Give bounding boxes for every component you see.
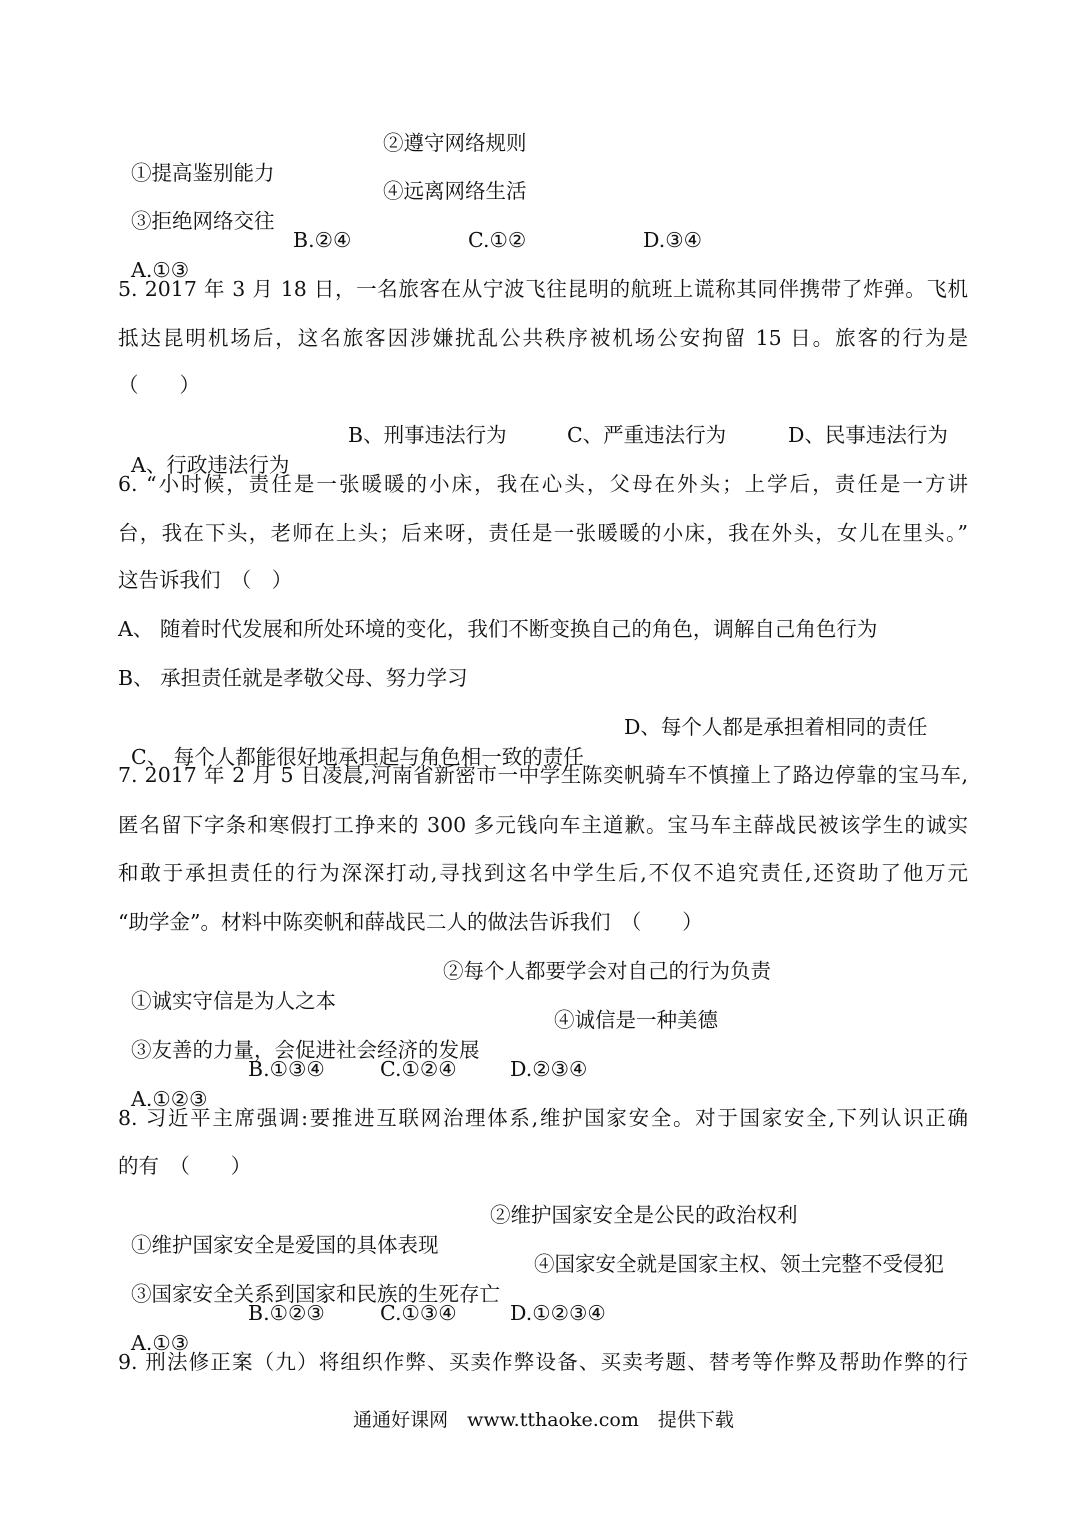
q8-answer-a: A.①③ bbox=[131, 1331, 190, 1355]
q6-answer-b: B、 承担责任就是孝敬父母、努力学习 bbox=[118, 666, 468, 690]
q6-text-line3: 这告诉我们 （ ） bbox=[118, 568, 293, 592]
q5-answer-c: C、严重违法行为 bbox=[567, 423, 727, 447]
q8-text-line2: 的有 （ ） bbox=[118, 1154, 252, 1178]
q5-answer-d: D、民事违法行为 bbox=[788, 423, 948, 447]
q7-option-4: ④诚信是一种美德 bbox=[554, 1008, 718, 1032]
q8-text-line1: 8. 习近平主席强调:要推进互联网治理体系,维护国家安全。对于国家安全,下列认识正确 bbox=[118, 1106, 968, 1130]
q5-answer-a: A、行政违法行为 bbox=[131, 453, 290, 477]
q5-answer-b: B、刑事违法行为 bbox=[348, 423, 507, 447]
page-footer: 通通好课网 www.tthaoke.com 提供下载 bbox=[353, 1409, 734, 1431]
q7-option-2: ②每个人都要学会对自己的行为负责 bbox=[443, 959, 771, 983]
q8-option-2: ②维护国家安全是公民的政治权利 bbox=[490, 1203, 798, 1227]
q4-option-3: ③拒绝网络交往 bbox=[131, 209, 275, 233]
q5-text-line1: 5. 2017 年 3 月 18 日，一名旅客在从宁波飞往昆明的航班上谎称其同伴携带了炸弹。飞机 bbox=[118, 277, 968, 301]
q7-option-1: ①诚实守信是为人之本 bbox=[131, 989, 337, 1013]
q6-text-line1: 6. “小时候，责任是一张暖暖的小床，我在心头，父母在外头；上学后，责任是一方讲 bbox=[118, 472, 968, 496]
q8-answer-c: C.①③④ bbox=[380, 1301, 457, 1325]
q7-answer-d: D.②③④ bbox=[510, 1057, 588, 1081]
q5-text-line3: （ ） bbox=[118, 373, 200, 397]
q7-answer-c: C.①②④ bbox=[380, 1057, 457, 1081]
q4-option-1: ①提高鉴别能力 bbox=[131, 161, 275, 185]
q7-text-line3: 和敢于承担责任的行为深深打动,寻找到这名中学生后,不仅不追究责任,还资助了他万元 bbox=[118, 861, 968, 885]
q7-option-3: ③友善的力量，会促进社会经济的发展 bbox=[131, 1038, 480, 1062]
q8-option-1: ①维护国家安全是爱国的具体表现 bbox=[131, 1233, 439, 1257]
q7-text-line2: 匿名留下字条和寒假打工挣来的 300 多元钱向车主道歉。宝马车主薛战民被该学生的诚实 bbox=[118, 813, 968, 837]
q8-answer-d: D.①②③④ bbox=[510, 1301, 606, 1325]
q9-text-line1: 9. 刑法修正案（九）将组织作弊、买卖作弊设备、买卖考题、替考等作弊及帮助作弊的行 bbox=[118, 1350, 968, 1374]
q7-text-line4: “助学金”。材料中陈奕帆和薛战民二人的做法告诉我们 （ ） bbox=[118, 910, 703, 934]
q4-option-2: ②遵守网络规则 bbox=[383, 131, 527, 155]
q8-answer-b: B.①②③ bbox=[248, 1301, 325, 1325]
q4-answer-d: D.③④ bbox=[643, 228, 702, 252]
q7-answer-a: A.①②③ bbox=[131, 1087, 208, 1111]
q7-answer-b: B.①③④ bbox=[248, 1057, 325, 1081]
q8-option-3: ③国家安全关系到国家和民族的生死存亡 bbox=[131, 1282, 501, 1306]
q4-answer-c: C.①② bbox=[468, 228, 527, 252]
q4-option-4: ④远离网络生活 bbox=[383, 179, 527, 203]
q7-text-line1: 7. 2017 年 2 月 5 日凌晨,河南省新密市一中学生陈奕帆骑车不慎撞上了路边停靠的宝马车, bbox=[118, 763, 968, 787]
q4-answer-a: A.①③ bbox=[131, 258, 190, 282]
q6-answer-d: D、每个人都是承担着相同的责任 bbox=[624, 715, 928, 739]
q4-answer-b: B.②④ bbox=[293, 228, 352, 252]
q8-option-4: ④国家安全就是国家主权、领土完整不受侵犯 bbox=[534, 1252, 944, 1276]
q6-text-line2: 台，我在下头，老师在上头；后来呀，责任是一张暖暖的小床，我在外头，女儿在里头。” bbox=[118, 521, 968, 545]
q5-text-line2: 抵达昆明机场后，这名旅客因涉嫌扰乱公共秩序被机场公安拘留 15 日。旅客的行为是 bbox=[118, 326, 968, 350]
q6-answer-a: A、 随着时代发展和所处环境的变化，我们不断变换自己的角色，调解自己角色行为 bbox=[118, 617, 878, 641]
q6-answer-c: C、 每个人都能很好地承担起与角色相一致的责任 bbox=[131, 745, 584, 769]
